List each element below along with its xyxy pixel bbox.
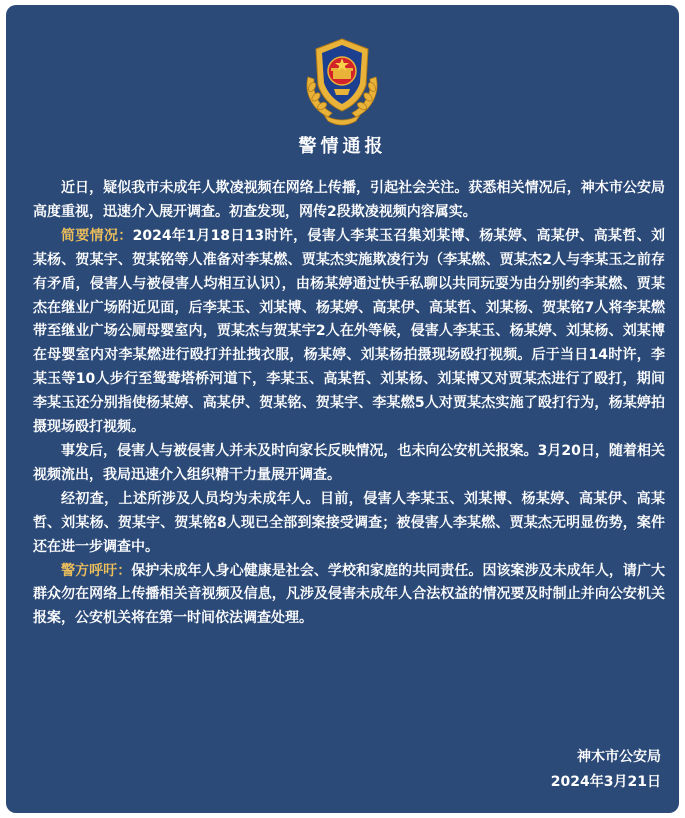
- signature-block: [551, 745, 661, 795]
- summary-label: 简要情况：: [61, 227, 133, 244]
- notice-body: [33, 177, 665, 631]
- police-badge-icon: [294, 33, 390, 129]
- appeal-text: 保护未成年人身心健康是社会、学校和家庭的共同责任。因该案涉及未成年人，请广大群众勿在网络上传播相关音视频及信息，凡涉及侵害未成年人合法权益的情况要及时制止并向公安机关报案，公安机关将在第一时间依法调查处理。: [33, 562, 666, 627]
- paragraph-appeal: [33, 560, 665, 632]
- signature-date: 2024年3月21日: [550, 774, 661, 790]
- signature-org: 神木市公安局: [577, 749, 661, 765]
- page-title: 警情通报: [298, 136, 387, 157]
- paragraph-aftermath: 事发后，侵害人与被侵害人并未及时向家长反映情况，也未向公安机关报案。3月20日，随着相关视频流出，我局迅速介入组织精干力量展开调查。: [33, 442, 665, 483]
- appeal-label: 警方呼吁：: [61, 562, 132, 579]
- paragraph-summary: [33, 225, 665, 440]
- paragraph-intro: 近日，疑似我市未成年人欺凌视频在网络上传播，引起社会关注。获悉相关情况后，神木市公安局高度重视，迅速介入展开调查。初查发现，网传2段欺凌视频内容属实。: [33, 180, 665, 220]
- summary-text: 2024年1月18日13时许，侵害人李某玉召集刘某博、杨某婷、高某伊、高某哲、刘某杨、贺某宇、贺某铭等人准备对李某燃、贾某杰实施欺凌行为（李某燃、贾某杰2人与李某玉之前存有矛盾，侵害人与被侵害人均相互认识），由杨某婷通过快手私聊以共同玩耍为由分别约李某燃、贾某杰在继业广场附近见面，后李某玉、刘某博、杨某婷、高某伊、高某哲、刘某杨、贺某铭7人将李某燃带至继业广场公厕母婴室内，贾某杰与贺某宇2人在外等候，侵害人李某玉、杨某婷、刘某杨、刘某博在母婴室内对李某燃进行殴打并扯拽衣服，杨某婷、刘某杨拍摄现场殴打视频。后于当日14时许，李某玉等10人步行至鸳鸯塔桥河道下，李某玉、高某哲、刘某杨、刘某博又对贾某杰进行了殴打，期间李某玉还分别指使杨某婷、高某伊、贺某铭、贺某宇、李某燃5人对贾某杰实施了殴打行为，杨某婷拍摄现场殴打视频。: [33, 227, 666, 436]
- notice-card: [6, 5, 679, 813]
- paragraph-investigation: 经初查，上述所涉及人员均为未成年人。目前，侵害人李某玉、刘某博、杨某婷、高某伊、高某哲、刘某杨、贺某宇、贺某铭8人现已全部到案接受调查；被侵害人李某燃、贾某杰无明显伤势，案件还在进一步调查中。: [33, 490, 665, 555]
